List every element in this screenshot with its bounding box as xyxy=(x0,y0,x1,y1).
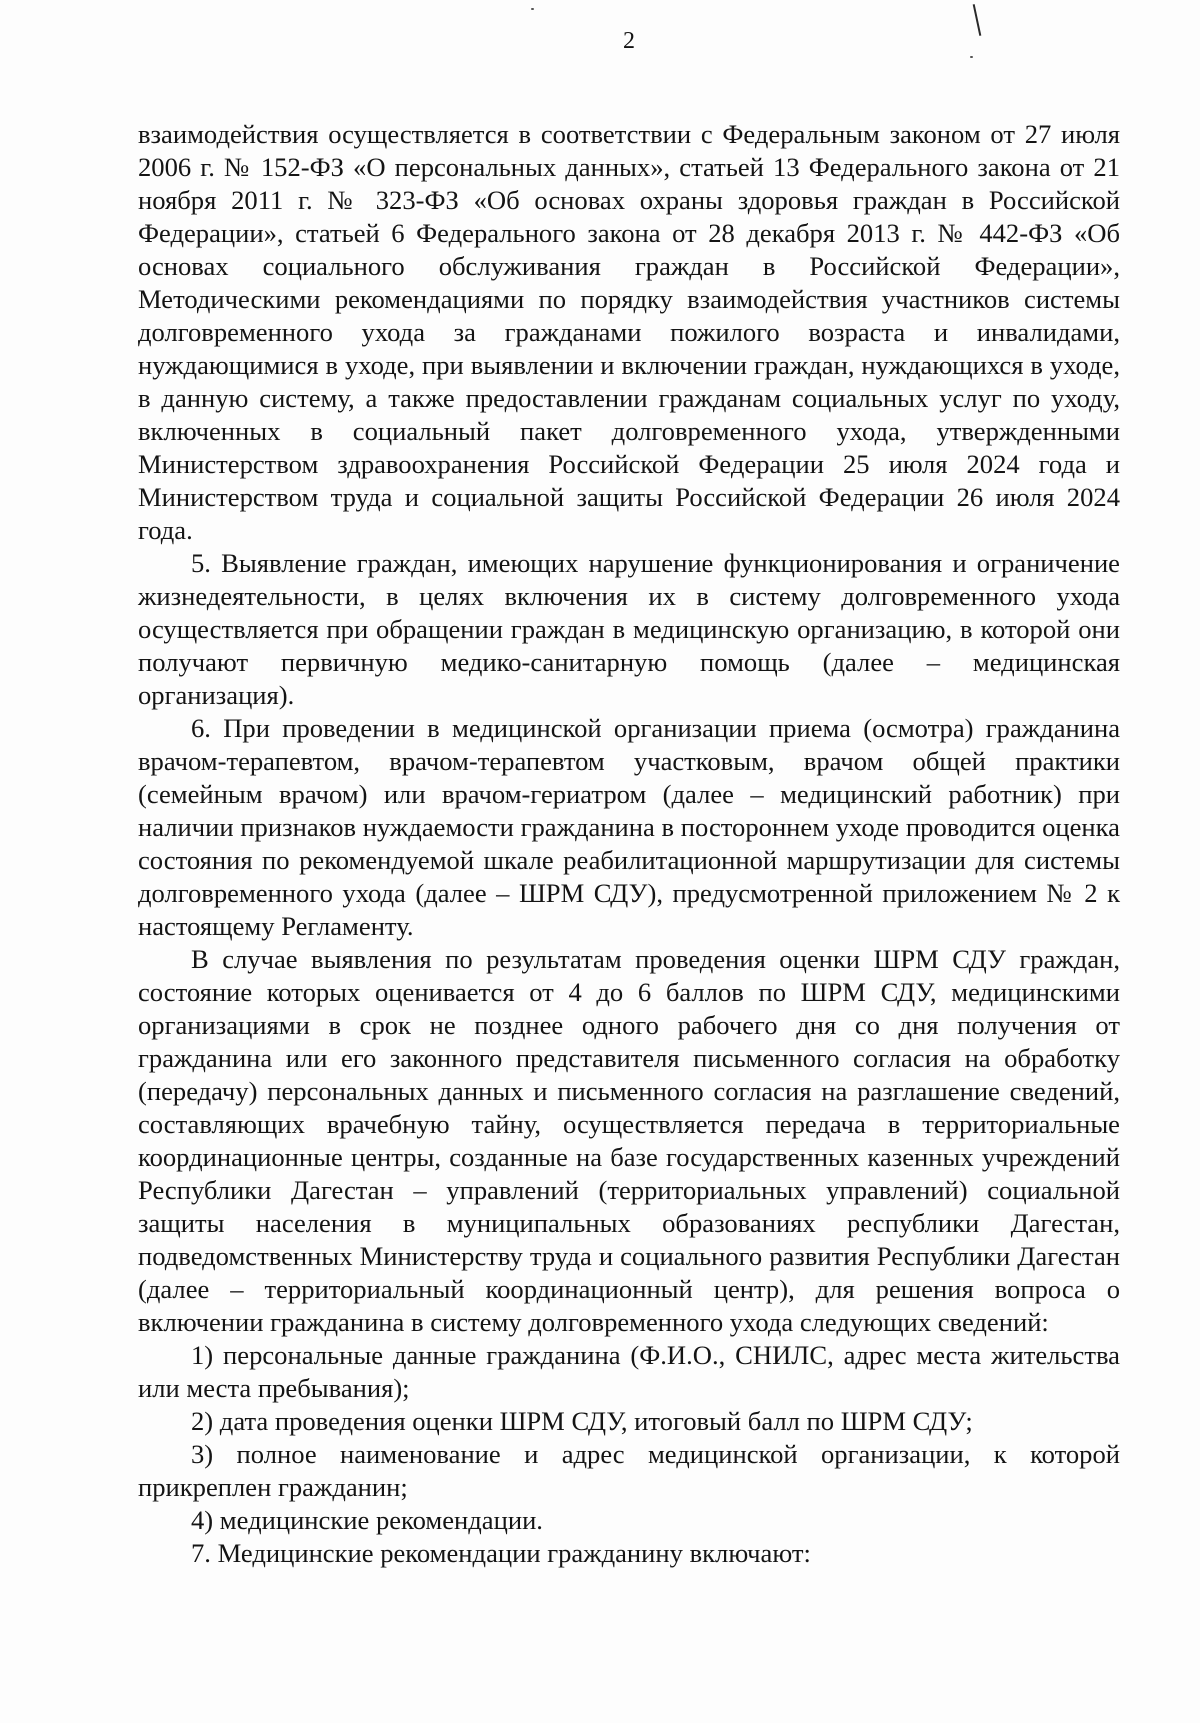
list-item-medical-recommendations: 4) медицинские рекомендации. xyxy=(191,1505,543,1535)
document-body xyxy=(138,118,1120,1570)
paragraph-item-6: 6. При проведении в медицинской организации приема (осмотра) гражданина врачом-терапевтом, врачом-терапевтом участковым, врачом общей практики (семейным врачом) или врачом-гериатром (далее – медицинский работник) при наличии признаков нуждаемости гражданина в постороннем уходе проводится оценка состояния по рекомендуемой шкале реабилитационной маршрутизации для системы долговременного ухода (далее – ШРМ СДУ), предусмотренной приложением № 2 к настоящему Регламенту. xyxy=(138,713,1120,941)
scan-artifact-dot xyxy=(531,8,534,10)
paragraph-intro-continuation: взаимодействия осуществляется в соответствии с Федеральным законом от 27 июля 2006 г. № 152-ФЗ «О персональных данных», статьей 13 Федерального закона от 21 ноября 2011 г. № 323-ФЗ «Об основах охраны здоровья граждан в Российской Федерации», статьей 6 Федерального закона от 28 декабря 2013 г. № 442-ФЗ «Об основах социального обслуживания граждан в Российской Федерации», Методическими рекомендациями по порядку взаимодействия участников системы долговременного ухода за гражданами пожилого возраста и инвалидами, нуждающимися в уходе, при выявлении и включении граждан, нуждающихся в уходе, в данную систему, а также предоставлении гражданам социальных услуг по уходу, включенных в социальный пакет долговременного ухода, утвержденными Министерством здравоохранения Российской Федерации 25 июля 2024 года и Министерством труда и социальной защиты Российской Федерации 26 июля 2024 года. xyxy=(138,119,1120,545)
scan-artifact-dot xyxy=(970,56,973,58)
paragraph-shrm-transfer: В случае выявления по результатам проведения оценки ШРМ СДУ граждан, состояние которых оценивается от 4 до 6 баллов по ШРМ СДУ, медицинскими организациями в срок не позднее одного рабочего дня со дня получения от гражданина или его законного представителя письменного согласия на обработку (передачу) персональных данных и письменного согласия на разглашение сведений, составляющих врачебную тайну, осуществляется передача в территориальные координационные центры, созданные на базе государственных казенных учреждений Республики Дагестан – управлений (территориальных управлений) социальной защиты населения в муниципальных образованиях республики Дагестан, подведомственных Министерству труда и социального развития Республики Дагестан (далее – территориальный координационный центр), для решения вопроса о включении гражданина в систему долговременного ухода следующих сведений: xyxy=(138,944,1120,1337)
list-item-medical-organization: 3) полное наименование и адрес медицинской организации, к которой прикреплен гражданин; xyxy=(138,1439,1120,1502)
paragraph-item-5: 5. Выявление граждан, имеющих нарушение функционирования и ограничение жизнедеятельности, в целях включения их в систему долговременного ухода осуществляется при обращении граждан в медицинскую организацию, в которой они получают первичную медико-санитарную помощь (далее – медицинская организация). xyxy=(138,548,1120,710)
list-item-assessment-date: 2) дата проведения оценки ШРМ СДУ, итоговый балл по ШРМ СДУ; xyxy=(191,1406,973,1436)
paragraph-item-7: 7. Медицинские рекомендации гражданину включают: xyxy=(191,1538,811,1568)
list-item-personal-data: 1) персональные данные гражданина (Ф.И.О., СНИЛС, адрес места жительства или места пребывания); xyxy=(138,1340,1120,1403)
page-number: 2 xyxy=(623,28,635,54)
